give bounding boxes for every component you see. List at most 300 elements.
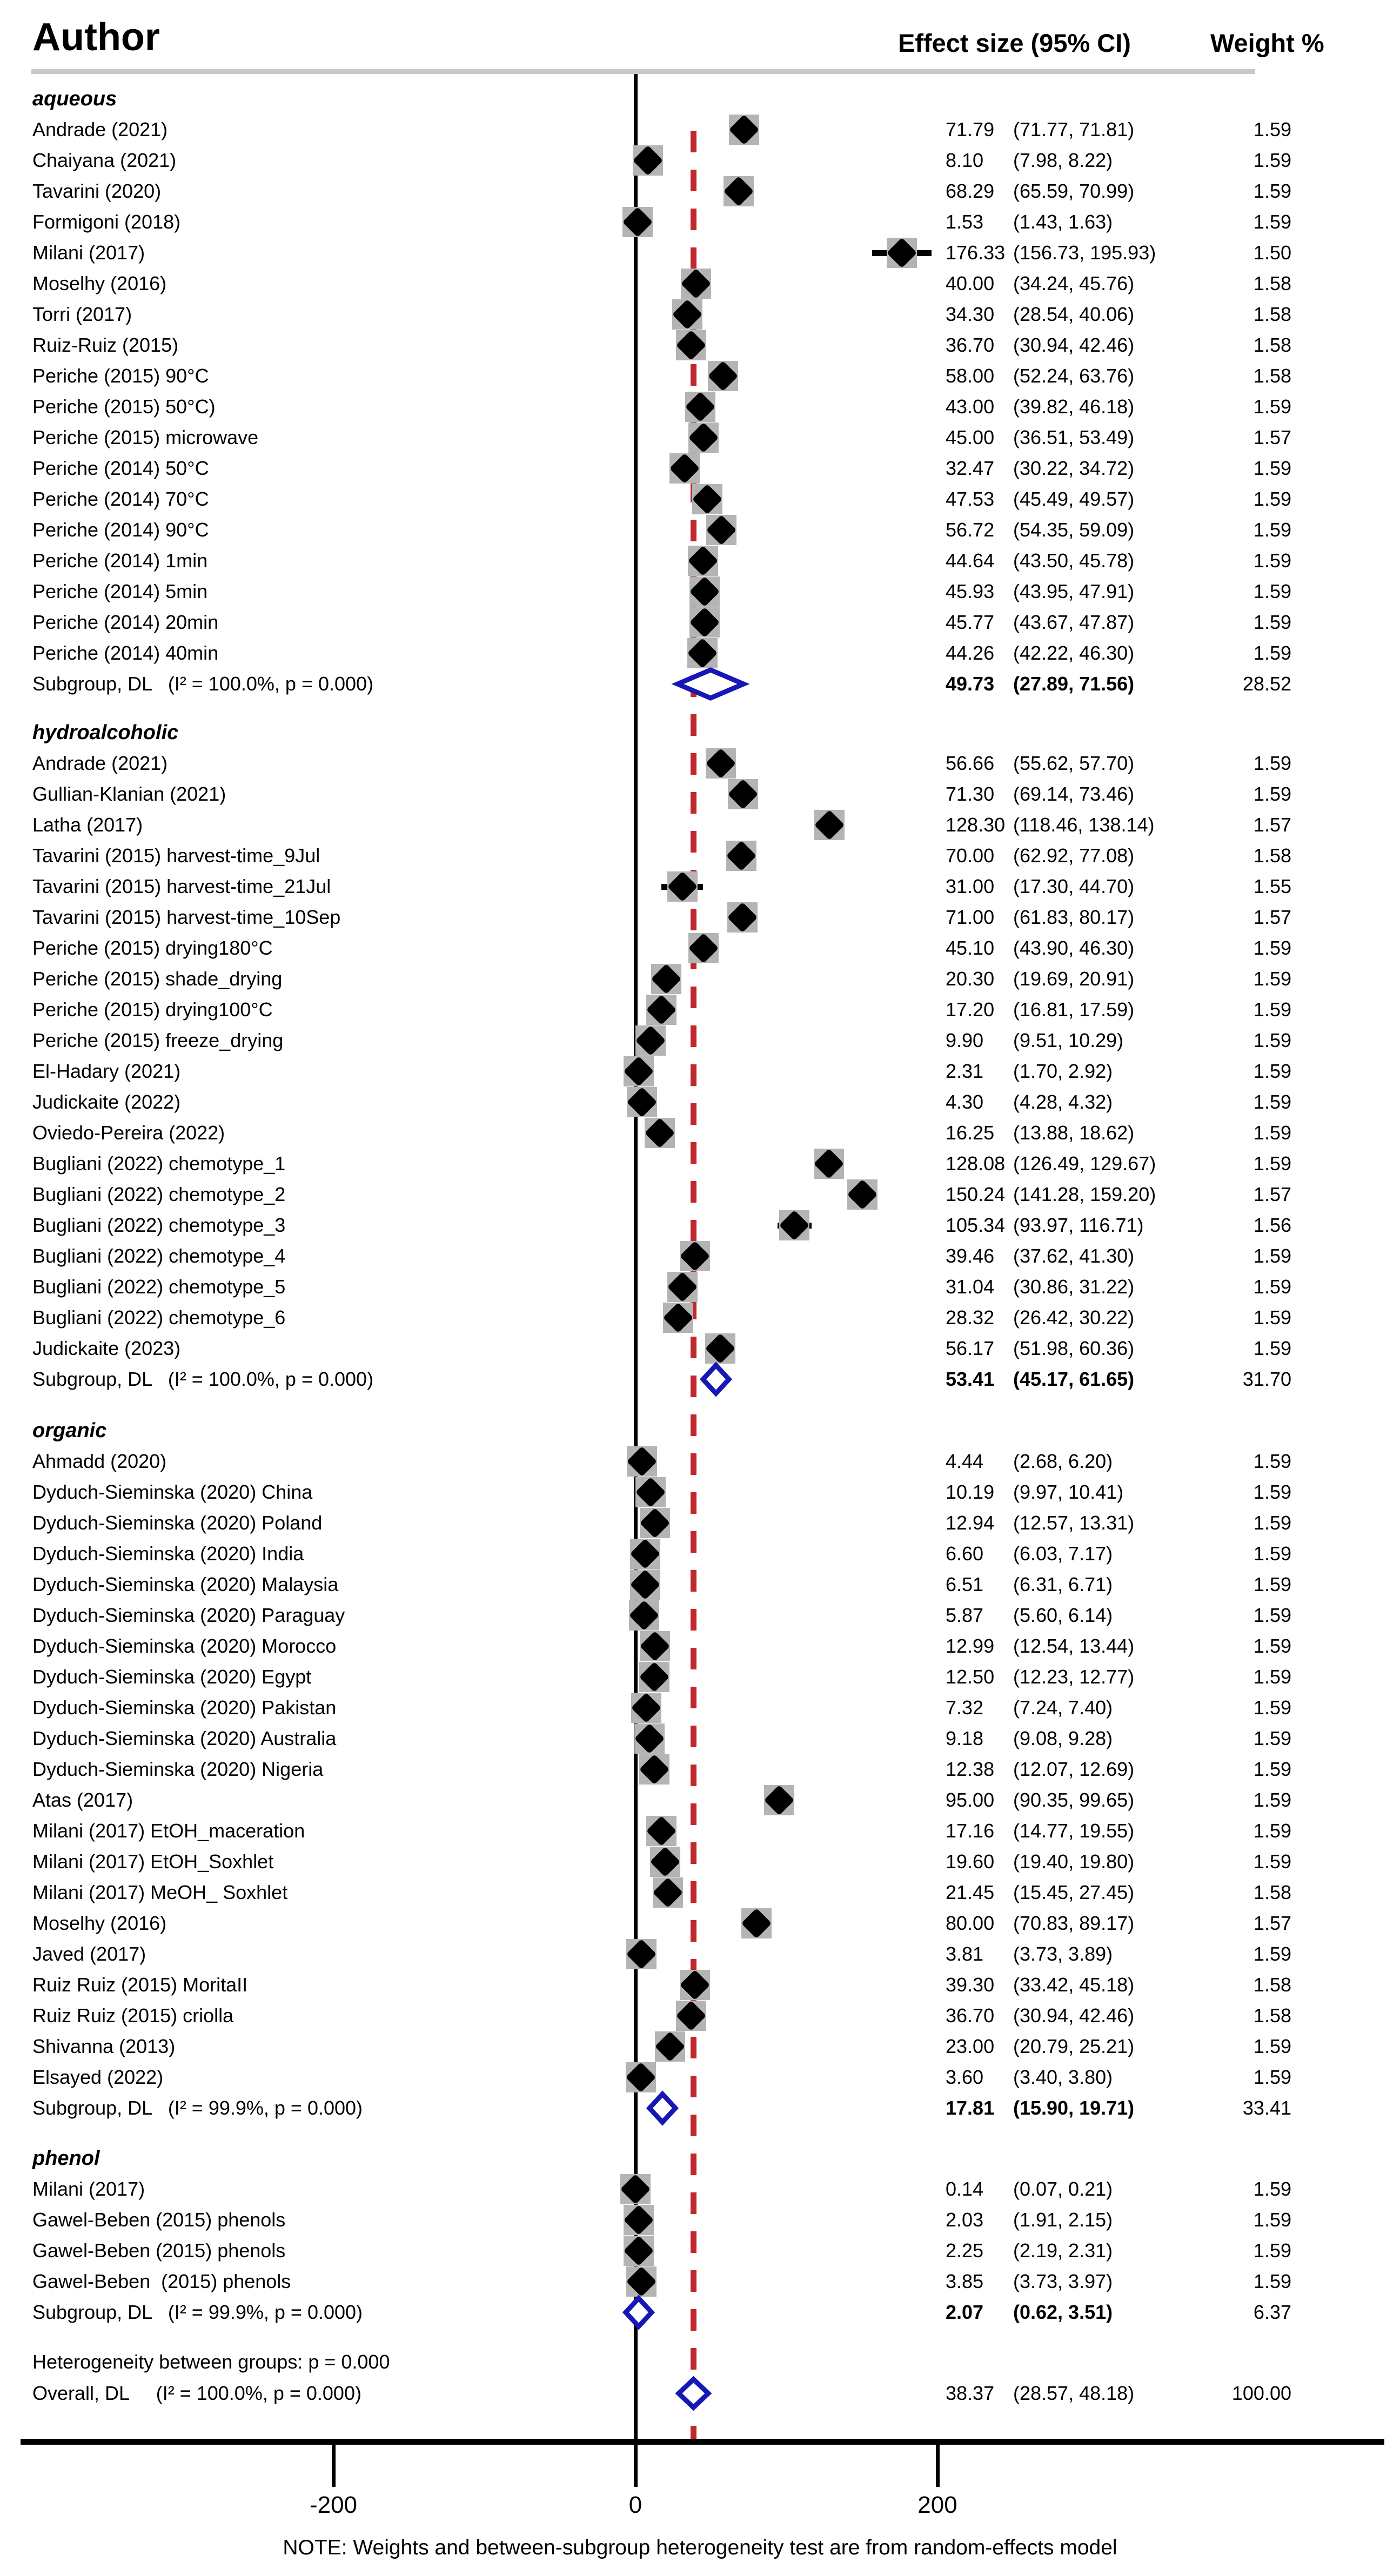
confidence-interval-value: (61.83, 80.17) — [1013, 906, 1135, 928]
effect-size-value: 5.87 — [946, 1604, 984, 1626]
confidence-interval-value: (6.31, 6.71) — [1013, 1573, 1113, 1595]
confidence-interval-value: (62.92, 77.08) — [1013, 844, 1135, 867]
study-row — [0, 1149, 1400, 1179]
study-row-label: El-Hadary (2021) — [32, 1060, 181, 1082]
study-row-label: Dyduch-Sieminska (2020) India — [32, 1542, 304, 1565]
confidence-interval-value: (42.22, 46.30) — [1013, 642, 1135, 664]
footnote: NOTE: Weights and between-subgroup heterogeneity test are from random-effects model — [283, 2536, 1117, 2559]
effect-size-value: 10.19 — [946, 1481, 995, 1503]
confidence-interval-value: (3.73, 3.97) — [1013, 2270, 1113, 2292]
weight-value: 1.58 — [1253, 2004, 1291, 2027]
weight-value: 28.52 — [1242, 673, 1291, 695]
study-row — [0, 1693, 1400, 1723]
study-row — [0, 902, 1400, 933]
study-row — [0, 269, 1400, 299]
effect-size-value: 58.00 — [946, 365, 995, 387]
weight-value: 1.59 — [1253, 1727, 1291, 1749]
weight-value: 1.59 — [1253, 937, 1291, 959]
confidence-interval-value: (156.73, 195.93) — [1013, 242, 1156, 264]
study-row-label: Bugliani (2022) chemotype_2 — [32, 1183, 286, 1205]
study-row — [0, 1087, 1400, 1117]
weight-value: 1.57 — [1253, 906, 1291, 928]
effect-size-value: 45.10 — [946, 937, 995, 959]
weight-value: 33.41 — [1242, 2097, 1291, 2119]
study-row — [0, 607, 1400, 638]
weight-value: 1.59 — [1253, 2209, 1291, 2231]
effect-size-value: 36.70 — [946, 2004, 995, 2027]
study-row-label: Dyduch-Sieminska (2020) Paraguay — [32, 1604, 345, 1626]
study-row-label: Ruiz Ruiz (2015) MoritaII — [32, 1974, 248, 1996]
effect-size-value: 23.00 — [946, 2035, 995, 2057]
weight-value: 1.59 — [1253, 457, 1291, 479]
confidence-interval-value: (27.89, 71.56) — [1013, 673, 1135, 695]
study-row — [0, 1118, 1400, 1148]
study-row — [0, 1847, 1400, 1877]
x-axis-line — [21, 2439, 1384, 2445]
confidence-interval-value: (12.23, 12.77) — [1013, 1666, 1135, 1688]
subgroup-row — [0, 1364, 1400, 1394]
effect-size-value: 56.17 — [946, 1337, 995, 1359]
confidence-interval-value: (52.24, 63.76) — [1013, 365, 1135, 387]
study-row-label: Gawel-Beben (2015) phenols — [32, 2239, 286, 2262]
weight-value: 1.59 — [1253, 752, 1291, 774]
effect-size-value: 6.60 — [946, 1542, 984, 1565]
effect-size-value: 95.00 — [946, 1789, 995, 1811]
effect-size-value: 6.51 — [946, 1573, 984, 1595]
confidence-interval-value: (43.50, 45.78) — [1013, 549, 1135, 572]
x-axis-tick — [936, 2445, 940, 2487]
study-row — [0, 1477, 1400, 1507]
confidence-interval-value: (1.70, 2.92) — [1013, 1060, 1113, 1082]
confidence-interval-value: (93.97, 116.71) — [1013, 1214, 1144, 1236]
effect-size-value: 2.31 — [946, 1060, 984, 1082]
weight-value: 1.59 — [1253, 180, 1291, 202]
subgroup-row — [0, 2093, 1400, 2123]
weight-value: 1.59 — [1253, 2239, 1291, 2262]
confidence-interval-value: (17.30, 44.70) — [1013, 875, 1135, 897]
weight-value: 1.59 — [1253, 1245, 1291, 1267]
weight-value: 1.59 — [1253, 549, 1291, 572]
study-row-label: Oviedo-Pereira (2022) — [32, 1122, 225, 1144]
study-row-label: Periche (2015) 50°C) — [32, 395, 216, 418]
study-row — [0, 1210, 1400, 1240]
weight-value: 1.59 — [1253, 642, 1291, 664]
study-row — [0, 392, 1400, 422]
confidence-interval-value: (20.79, 25.21) — [1013, 2035, 1135, 2057]
study-row — [0, 1754, 1400, 1785]
confidence-interval-value: (36.51, 53.49) — [1013, 426, 1135, 448]
weight-value: 1.59 — [1253, 519, 1291, 541]
weight-value: 1.58 — [1253, 1974, 1291, 1996]
study-row — [0, 299, 1400, 330]
confidence-interval-value: (30.22, 34.72) — [1013, 457, 1135, 479]
study-row-label: Bugliani (2022) chemotype_5 — [32, 1276, 286, 1298]
confidence-interval-value: (55.62, 57.70) — [1013, 752, 1135, 774]
effect-size-value: 2.07 — [946, 2301, 984, 2323]
weight-value: 1.59 — [1253, 1152, 1291, 1175]
study-row-label: Ruiz Ruiz (2015) criolla — [32, 2004, 234, 2027]
confidence-interval-value: (15.90, 19.71) — [1013, 2097, 1135, 2119]
subgroup-row-label: Subgroup, DL (I² = 100.0%, p = 0.000) — [32, 1368, 374, 1390]
study-row-label: Latha (2017) — [32, 814, 143, 836]
study-row — [0, 2205, 1400, 2235]
confidence-interval-value: (2.19, 2.31) — [1013, 2239, 1113, 2262]
x-axis-tick-label: -200 — [309, 2492, 358, 2518]
confidence-interval-value: (69.14, 73.46) — [1013, 783, 1135, 805]
study-row — [0, 546, 1400, 576]
study-row — [0, 484, 1400, 514]
study-row-label: Periche (2014) 1min — [32, 549, 208, 572]
weight-value: 1.59 — [1253, 2178, 1291, 2200]
confidence-interval-value: (37.62, 41.30) — [1013, 1245, 1135, 1267]
effect-size-value: 43.00 — [946, 395, 995, 418]
effect-size-value: 17.20 — [946, 998, 995, 1021]
effect-size-value: 8.10 — [946, 149, 984, 171]
weight-value: 1.59 — [1253, 580, 1291, 602]
study-row-label: Dyduch-Sieminska (2020) Malaysia — [32, 1573, 339, 1595]
effect-size-value: 150.24 — [946, 1183, 1006, 1205]
study-row-label: Ahmadd (2020) — [32, 1450, 167, 1472]
confidence-interval-value: (65.59, 70.99) — [1013, 180, 1135, 202]
study-row — [0, 810, 1400, 840]
weight-value: 1.59 — [1253, 1060, 1291, 1082]
weight-value: 1.58 — [1253, 334, 1291, 356]
study-row — [0, 145, 1400, 176]
study-row — [0, 995, 1400, 1025]
study-row — [0, 1908, 1400, 1938]
effect-size-value: 2.25 — [946, 2239, 984, 2262]
study-row — [0, 779, 1400, 809]
weight-value: 1.58 — [1253, 365, 1291, 387]
study-row-label: Dyduch-Sieminska (2020) Australia — [32, 1727, 337, 1749]
study-row — [0, 453, 1400, 484]
confidence-interval-value: (90.35, 99.65) — [1013, 1789, 1135, 1811]
weight-value: 1.59 — [1253, 1276, 1291, 1298]
study-row-label: Milani (2017) MeOH_ Soxhlet — [32, 1881, 288, 1903]
effect-size-value: 128.30 — [946, 814, 1006, 836]
heterogeneity-note: Heterogeneity between groups: p = 0.000 — [32, 2351, 390, 2373]
study-row-label: Periche (2015) shade_drying — [32, 968, 283, 990]
weight-value: 1.57 — [1253, 814, 1291, 836]
effect-size-value: 36.70 — [946, 334, 995, 356]
effect-size-value: 40.00 — [946, 272, 995, 294]
confidence-interval-value: (5.60, 6.14) — [1013, 1604, 1113, 1626]
study-row — [0, 2031, 1400, 2062]
confidence-interval-value: (30.86, 31.22) — [1013, 1276, 1135, 1298]
study-row — [0, 1303, 1400, 1333]
study-row — [0, 115, 1400, 145]
study-row — [0, 576, 1400, 607]
confidence-interval-value: (9.08, 9.28) — [1013, 1727, 1113, 1749]
group-heading-organic: organic — [32, 1419, 107, 1442]
weight-value: 1.59 — [1253, 968, 1291, 990]
effect-size-value: 56.72 — [946, 519, 995, 541]
study-row — [0, 1816, 1400, 1846]
study-row-label: Torri (2017) — [32, 303, 132, 325]
effect-size-value: 12.99 — [946, 1635, 995, 1657]
confidence-interval-value: (0.07, 0.21) — [1013, 2178, 1113, 2200]
effect-size-value: 0.14 — [946, 2178, 984, 2200]
study-row-label: Moselhy (2016) — [32, 1912, 167, 1934]
weight-value: 1.59 — [1253, 783, 1291, 805]
study-row — [0, 1723, 1400, 1754]
effect-size-value: 105.34 — [946, 1214, 1006, 1236]
study-row — [0, 933, 1400, 963]
effect-size-value: 45.00 — [946, 426, 995, 448]
confidence-interval-value: (7.24, 7.40) — [1013, 1696, 1113, 1719]
confidence-interval-value: (3.40, 3.80) — [1013, 2066, 1113, 2088]
weight-value: 1.59 — [1253, 1604, 1291, 1626]
weight-value: 31.70 — [1242, 1368, 1291, 1390]
weight-value: 1.59 — [1253, 1666, 1291, 1688]
study-row-label: Bugliani (2022) chemotype_4 — [32, 1245, 286, 1267]
weight-value: 1.59 — [1253, 1512, 1291, 1534]
effect-size-value: 68.29 — [946, 180, 995, 202]
effect-size-value: 45.93 — [946, 580, 995, 602]
weight-value: 1.59 — [1253, 488, 1291, 510]
confidence-interval-value: (118.46, 138.14) — [1013, 814, 1155, 836]
study-row-label: Milani (2017) EtOH_Soxhlet — [32, 1850, 274, 1873]
confidence-interval-value: (33.42, 45.18) — [1013, 1974, 1135, 1996]
confidence-interval-value: (9.51, 10.29) — [1013, 1029, 1124, 1051]
study-row — [0, 1877, 1400, 1908]
subgroup-row-label: Subgroup, DL (I² = 99.9%, p = 0.000) — [32, 2097, 363, 2119]
weight-value: 1.59 — [1253, 1029, 1291, 1051]
weight-value: 1.59 — [1253, 2066, 1291, 2088]
x-axis-tick-label: 0 — [628, 2492, 642, 2518]
weight-value: 1.58 — [1253, 844, 1291, 867]
confidence-interval-value: (70.83, 89.17) — [1013, 1912, 1135, 1934]
effect-size-value: 71.00 — [946, 906, 995, 928]
study-row-label: Shivanna (2013) — [32, 2035, 176, 2057]
study-row-label: Gullian-Klanian (2021) — [32, 783, 226, 805]
study-row — [0, 207, 1400, 237]
study-row-label: Andrade (2021) — [32, 752, 168, 774]
study-row — [0, 1939, 1400, 1969]
study-row — [0, 1241, 1400, 1271]
study-row — [0, 964, 1400, 994]
weight-value: 1.55 — [1253, 875, 1291, 897]
confidence-interval-value: (28.57, 48.18) — [1013, 2382, 1135, 2404]
study-row — [0, 2236, 1400, 2266]
study-row-label: Tavarini (2015) harvest-time_21Jul — [32, 875, 331, 897]
weight-value: 1.59 — [1253, 1758, 1291, 1780]
overall-row — [0, 2378, 1400, 2409]
confidence-interval-value: (30.94, 42.46) — [1013, 2004, 1135, 2027]
study-row — [0, 1569, 1400, 1600]
effect-size-value: 56.66 — [946, 752, 995, 774]
weight-value: 1.58 — [1253, 303, 1291, 325]
confidence-interval-value: (4.28, 4.32) — [1013, 1091, 1113, 1113]
effect-size-value: 31.00 — [946, 875, 995, 897]
effect-size-value: 4.30 — [946, 1091, 984, 1113]
confidence-interval-value: (34.24, 45.76) — [1013, 272, 1135, 294]
study-row — [0, 238, 1400, 268]
study-row — [0, 1025, 1400, 1056]
effect-size-value: 12.38 — [946, 1758, 995, 1780]
study-row — [0, 2174, 1400, 2204]
effect-size-value: 12.94 — [946, 1512, 995, 1534]
study-row-label: Periche (2015) microwave — [32, 426, 259, 448]
study-row-label: Judickaite (2023) — [32, 1337, 181, 1359]
weight-value: 1.59 — [1253, 1481, 1291, 1503]
weight-value: 1.57 — [1253, 1912, 1291, 1934]
study-row-label: Periche (2014) 20min — [32, 611, 219, 633]
effect-size-value: 45.77 — [946, 611, 995, 633]
confidence-interval-value: (39.82, 46.18) — [1013, 395, 1135, 418]
group-heading-aqueous: aqueous — [32, 88, 117, 110]
weight-value: 1.59 — [1253, 1542, 1291, 1565]
study-row-label: Milani (2017) — [32, 242, 145, 264]
weight-value: 1.59 — [1253, 1337, 1291, 1359]
weight-value: 1.59 — [1253, 2270, 1291, 2292]
confidence-interval-value: (54.35, 59.09) — [1013, 519, 1135, 541]
effect-size-value: 128.08 — [946, 1152, 1006, 1175]
weight-value: 1.58 — [1253, 1881, 1291, 1903]
weight-value: 1.59 — [1253, 1091, 1291, 1113]
confidence-interval-value: (28.54, 40.06) — [1013, 303, 1135, 325]
study-row — [0, 515, 1400, 545]
study-row — [0, 1056, 1400, 1086]
effect-size-value: 4.44 — [946, 1450, 984, 1472]
effect-size-value: 12.50 — [946, 1666, 995, 1688]
study-row-label: Milani (2017) EtOH_maceration — [32, 1820, 305, 1842]
study-row-label: Gawel-Beben (2015) phenols — [32, 2270, 291, 2292]
confidence-interval-value: (12.57, 13.31) — [1013, 1512, 1135, 1534]
study-row-label: Bugliani (2022) chemotype_6 — [32, 1306, 286, 1329]
study-row-label: Periche (2014) 90°C — [32, 519, 209, 541]
study-row — [0, 1662, 1400, 1692]
effect-size-value: 21.45 — [946, 1881, 995, 1903]
effect-size-value: 34.30 — [946, 303, 995, 325]
confidence-interval-value: (1.91, 2.15) — [1013, 2209, 1113, 2231]
study-row-label: Periche (2014) 70°C — [32, 488, 209, 510]
effect-size-value: 71.30 — [946, 783, 995, 805]
x-axis-tick — [634, 2445, 638, 2487]
confidence-interval-value: (30.94, 42.46) — [1013, 334, 1135, 356]
effect-size-value: 9.90 — [946, 1029, 984, 1051]
weight-value: 1.59 — [1253, 1306, 1291, 1329]
confidence-interval-value: (43.90, 46.30) — [1013, 937, 1135, 959]
x-axis-tick — [332, 2445, 336, 2487]
subgroup-row-label: Subgroup, DL (I² = 99.9%, p = 0.000) — [32, 2301, 363, 2323]
weight-value: 1.59 — [1253, 395, 1291, 418]
confidence-interval-value: (16.81, 17.59) — [1013, 998, 1135, 1021]
study-row — [0, 1539, 1400, 1569]
study-row-label: Dyduch-Sieminska (2020) Poland — [32, 1512, 323, 1534]
effect-size-value: 44.64 — [946, 549, 995, 572]
confidence-interval-value: (126.49, 129.67) — [1013, 1152, 1156, 1175]
weight-value: 1.59 — [1253, 1943, 1291, 1965]
effect-size-value: 39.46 — [946, 1245, 995, 1267]
study-row-label: Bugliani (2022) chemotype_1 — [32, 1152, 286, 1175]
effect-size-value: 7.32 — [946, 1696, 984, 1719]
study-row-label: Dyduch-Sieminska (2020) Pakistan — [32, 1696, 337, 1719]
weight-value: 6.37 — [1253, 2301, 1291, 2323]
weight-value: 1.59 — [1253, 1635, 1291, 1657]
study-row-label: Dyduch-Sieminska (2020) Egypt — [32, 1666, 312, 1688]
study-row-label: Periche (2014) 50°C — [32, 457, 209, 479]
confidence-interval-value: (141.28, 159.20) — [1013, 1183, 1156, 1205]
x-axis-tick-label: 200 — [917, 2492, 957, 2518]
effect-size-value: 31.04 — [946, 1276, 995, 1298]
effect-size-column-header: Effect size (95% CI) — [898, 29, 1131, 57]
effect-size-value: 17.81 — [946, 2097, 995, 2119]
confidence-interval-value: (43.67, 47.87) — [1013, 611, 1135, 633]
weight-value: 1.59 — [1253, 118, 1291, 140]
study-row-label: Periche (2015) drying180°C — [32, 937, 273, 959]
confidence-interval-value: (12.54, 13.44) — [1013, 1635, 1135, 1657]
study-row-label: Formigoni (2018) — [32, 211, 181, 233]
subgroup-row-label: Subgroup, DL (I² = 100.0%, p = 0.000) — [32, 673, 374, 695]
study-row-label: Judickaite (2022) — [32, 1091, 181, 1113]
effect-size-value: 38.37 — [946, 2382, 995, 2404]
confidence-interval-value: (0.62, 3.51) — [1013, 2301, 1113, 2323]
effect-size-value: 70.00 — [946, 844, 995, 867]
weight-value: 1.59 — [1253, 1789, 1291, 1811]
study-row — [0, 1600, 1400, 1631]
study-row-label: Elsayed (2022) — [32, 2066, 164, 2088]
study-row — [0, 638, 1400, 668]
study-row-label: Periche (2015) freeze_drying — [32, 1029, 284, 1051]
confidence-interval-value: (2.68, 6.20) — [1013, 1450, 1113, 1472]
confidence-interval-value: (43.95, 47.91) — [1013, 580, 1135, 602]
weight-value: 1.57 — [1253, 1183, 1291, 1205]
author-column-header: Author — [32, 16, 160, 59]
weight-value: 1.59 — [1253, 1696, 1291, 1719]
study-row — [0, 422, 1400, 453]
effect-size-value: 16.25 — [946, 1122, 995, 1144]
study-row — [0, 748, 1400, 779]
effect-size-value: 3.85 — [946, 2270, 984, 2292]
group-heading-hydroalcoholic: hydroalcoholic — [32, 721, 179, 744]
study-row — [0, 841, 1400, 871]
study-row — [0, 2266, 1400, 2297]
confidence-interval-value: (19.69, 20.91) — [1013, 968, 1135, 990]
confidence-interval-value: (26.42, 30.22) — [1013, 1306, 1135, 1329]
effect-size-value: 20.30 — [946, 968, 995, 990]
study-row-label: Periche (2014) 5min — [32, 580, 208, 602]
study-row — [0, 1446, 1400, 1477]
study-row-label: Dyduch-Sieminska (2020) Nigeria — [32, 1758, 324, 1780]
weight-value: 100.00 — [1231, 2382, 1291, 2404]
confidence-interval-value: (14.77, 19.55) — [1013, 1820, 1135, 1842]
weight-value: 1.58 — [1253, 272, 1291, 294]
study-row-label: Bugliani (2022) chemotype_3 — [32, 1214, 286, 1236]
weight-value: 1.59 — [1253, 1122, 1291, 1144]
weight-value: 1.50 — [1253, 242, 1291, 264]
confidence-interval-value: (71.77, 71.81) — [1013, 118, 1135, 140]
study-row — [0, 2062, 1400, 2092]
study-row — [0, 1272, 1400, 1302]
weight-value: 1.59 — [1253, 1573, 1291, 1595]
study-row-label: Javed (2017) — [32, 1943, 146, 1965]
study-row-label: Chaiyana (2021) — [32, 149, 177, 171]
study-row-label: Tavarini (2015) harvest-time_9Jul — [32, 844, 320, 867]
weight-column-header: Weight % — [1210, 29, 1324, 57]
group-heading-phenol: phenol — [32, 2147, 100, 2170]
effect-size-value: 39.30 — [946, 1974, 995, 1996]
study-row — [0, 1631, 1400, 1661]
effect-size-value: 9.18 — [946, 1727, 984, 1749]
study-row — [0, 330, 1400, 360]
study-row-label: Andrade (2021) — [32, 118, 168, 140]
weight-value: 1.57 — [1253, 426, 1291, 448]
confidence-interval-value: (1.43, 1.63) — [1013, 211, 1113, 233]
weight-value: 1.59 — [1253, 1850, 1291, 1873]
confidence-interval-value: (51.98, 60.36) — [1013, 1337, 1135, 1359]
effect-size-value: 32.47 — [946, 457, 995, 479]
